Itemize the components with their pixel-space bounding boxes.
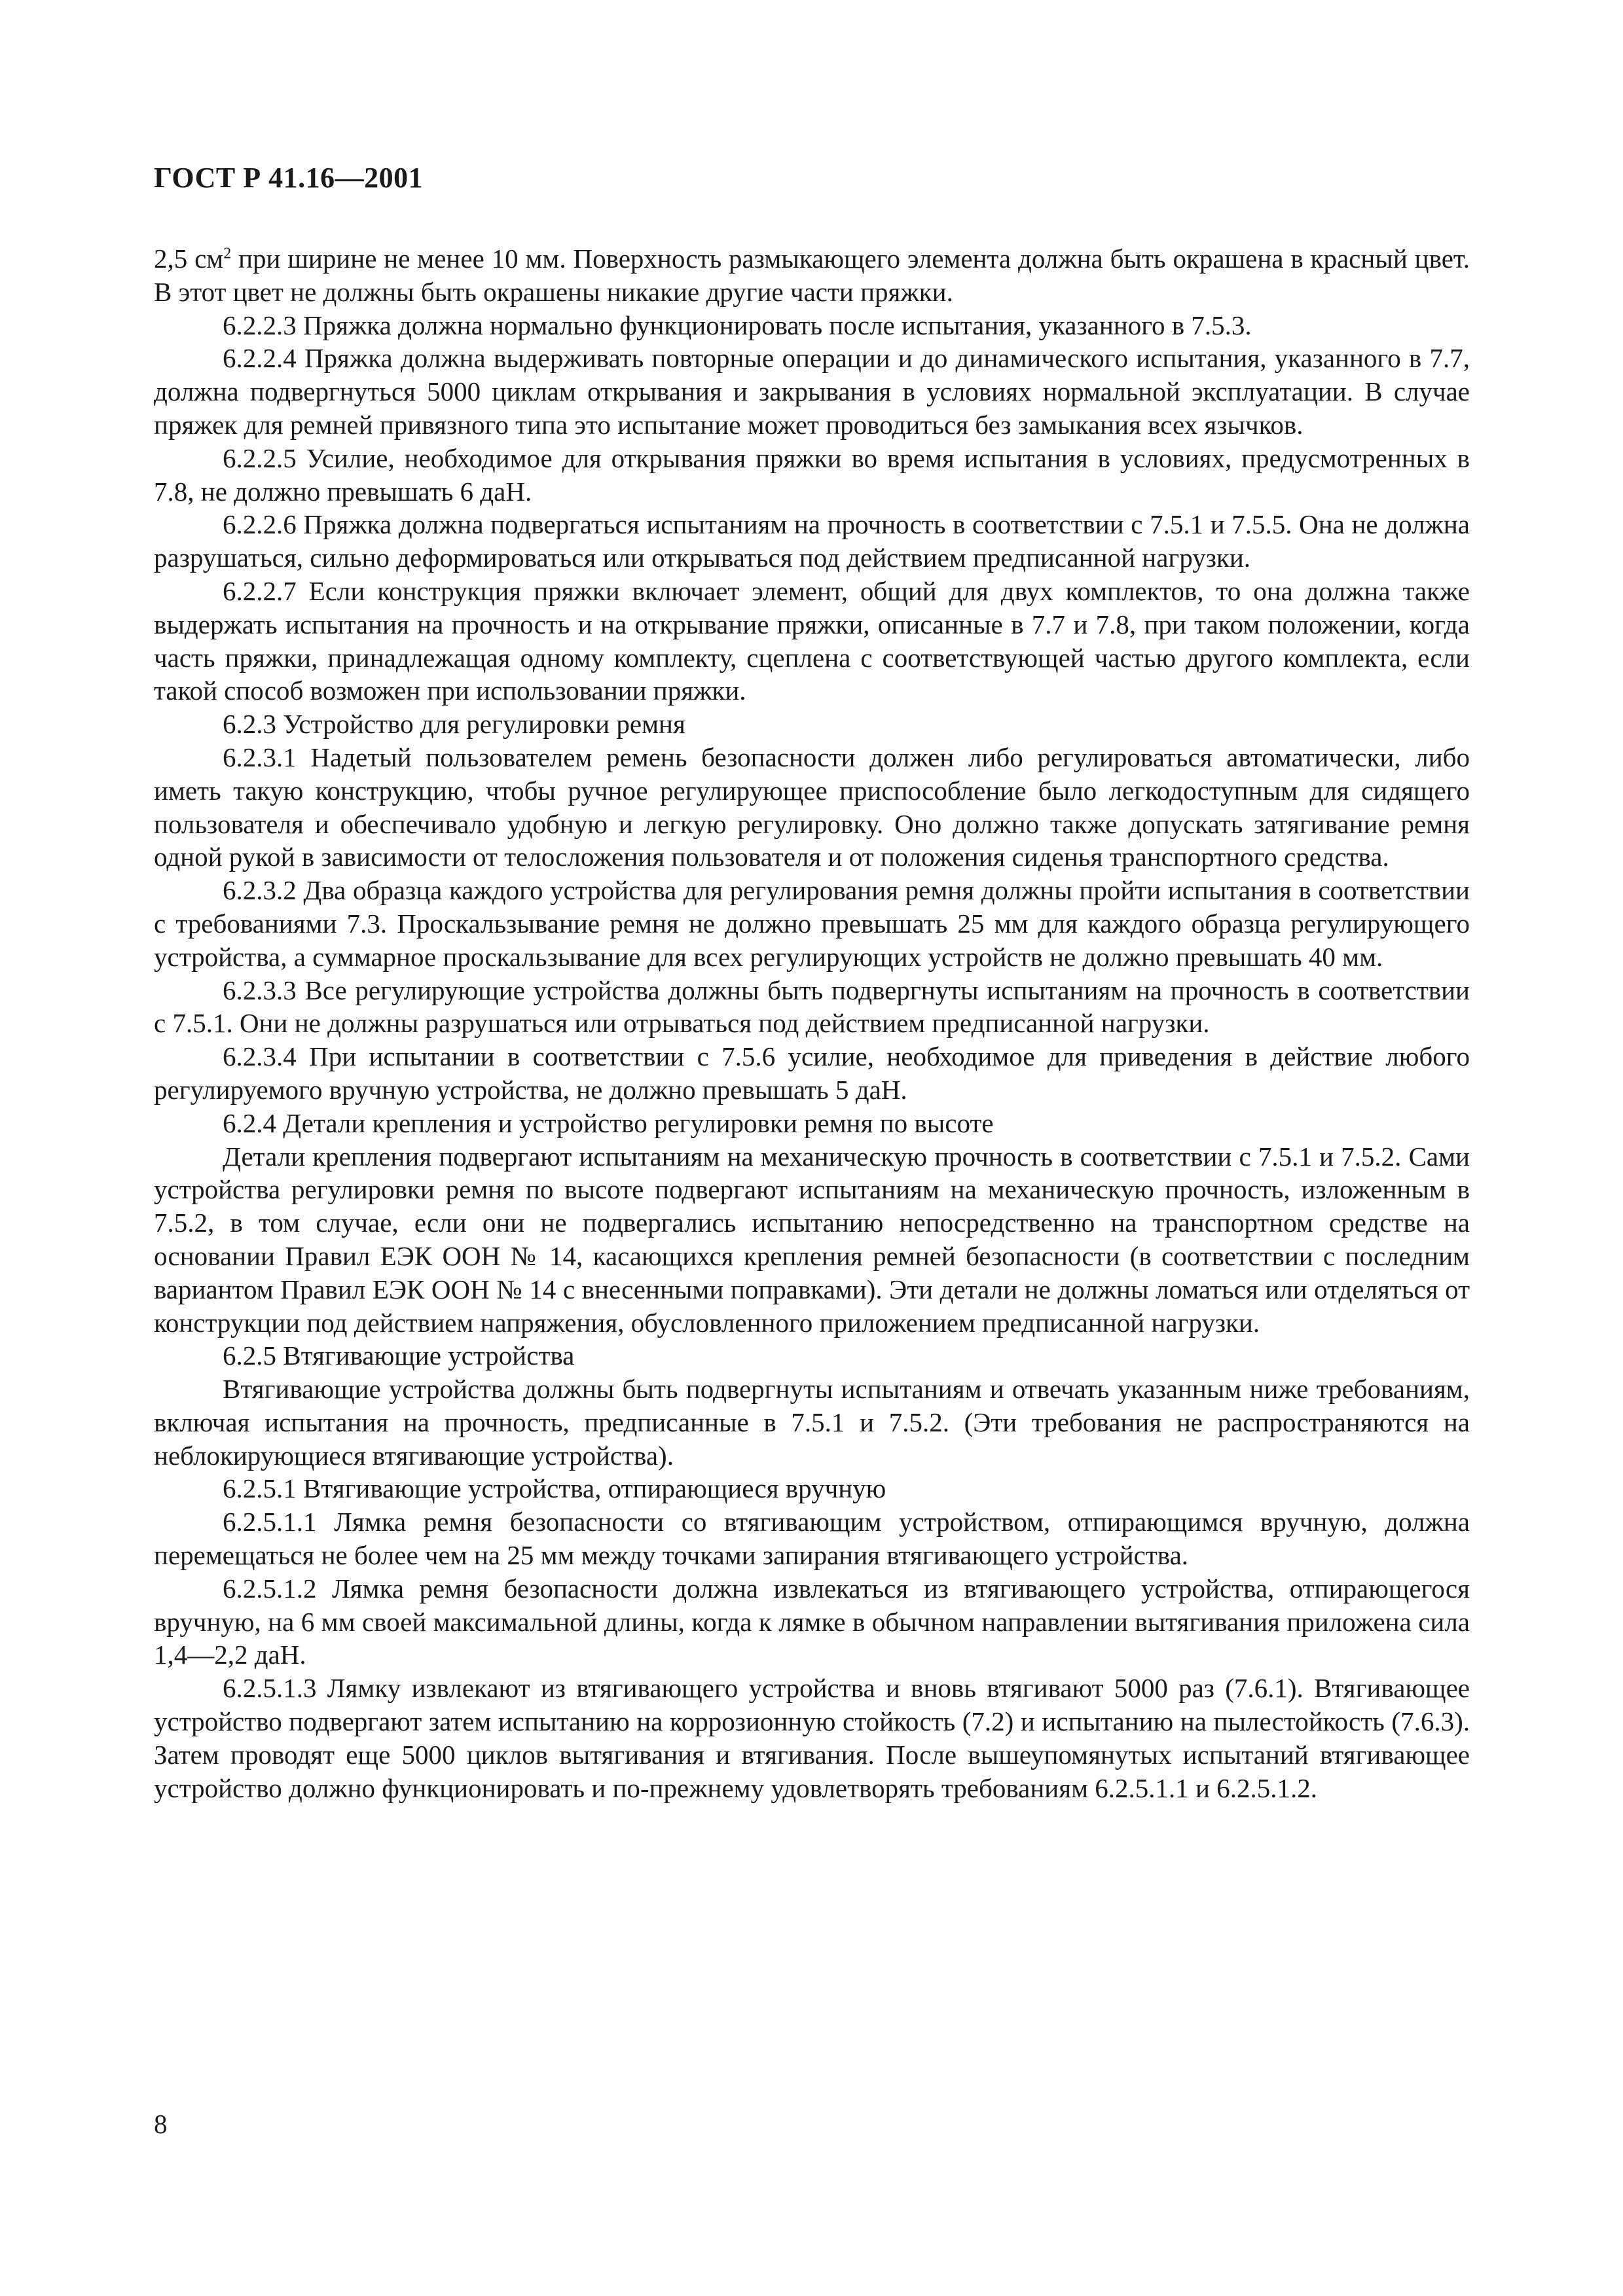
document-header: ГОСТ Р 41.16—2001 (154, 162, 424, 194)
paragraph-text-part: при ширине не менее 10 мм. Поверхность размыкающего элемента должна быть окрашена в красный цвет. В этот цвет не должны быть окрашены никакие другие части пряжки. (154, 243, 1470, 307)
section-heading-6-2-4: 6.2.4 Детали крепления и устройство регулировки ремня по высоте (223, 1107, 994, 1138)
section-heading-6-2-5: 6.2.5 Втягивающие устройства (223, 1340, 575, 1371)
paragraph-6-2-5-1-3: 6.2.5.1.3 Лямку извлекают из втягивающего устройства и вновь втягивают 5000 раз (7.6.1). Втягивающее устройство подвергают затем испытанию на коррозионную стойкость (7.2) и испытанию на пылестойкость (7.6.3). Затем проводят еще 5000 циклов вытягивания и втягивания. После вышеупомянутых испытаний втягивающее устройство должно функционировать и по-прежнему удовлетворять требованиям 6.2.5.1.1 и 6.2.5.1.2. (154, 1673, 1470, 1803)
paragraph-text-part: 2,5 см (154, 243, 224, 274)
section-heading-6-2-5-1: 6.2.5.1 Втягивающие устройства, отпирающиеся вручную (223, 1473, 886, 1504)
paragraph-6-2-3-4: 6.2.3.4 При испытании в соответствии с 7.5.6 усилие, необходимое для приведения в действие любого регулируемого вручную устройства, не должно превышать 5 даН. (154, 1041, 1470, 1105)
paragraph-6-2-2-6: 6.2.2.6 Пряжка должна подвергаться испытаниям на прочность в соответствии с 7.5.1 и 7.5.5. Она не должна разрушаться, сильно деформироваться или открываться под действием предписанной нагрузки. (154, 509, 1470, 573)
paragraph-6-2-2-4: 6.2.2.4 Пряжка должна выдерживать повторные операции и до динамического испытания, указанного в 7.7, должна подвергнуться 5000 циклам открывания и закрывания в условиях нормальной эксплуатации. В случае пряжек для ремней привязного типа это испытание может проводиться без замыкания всех язычков. (154, 343, 1470, 440)
paragraph-6-2-3-3: 6.2.3.3 Все регулирующие устройства должны быть подвергнуты испытаниям на прочность в соответствии с 7.5.1. Они не должны разрушаться или отрываться под действием предписанной нагрузки. (154, 975, 1470, 1039)
superscript: 2 (223, 245, 232, 262)
section-heading-6-2-3: 6.2.3 Устройство для регулировки ремня (223, 709, 685, 740)
paragraph-6-2-2-5: 6.2.2.5 Усилие, необходимое для открывания пряжки во время испытания в условиях, предусмотренных в 7.8, не должно превышать 6 даН. (154, 442, 1470, 507)
document-body (154, 242, 1470, 1804)
paragraph-6-2-2-7: 6.2.2.7 Если конструкция пряжки включает элемент, общий для двух комплектов, то она должна также выдержать испытания на прочность и на открывание пряжки, описанные в 7.7 и 7.8, при таком положении, когда часть пряжки, принадлежащая одному комплекту, сцеплена с соответствующей частью другого комплекта, если такой способ возможен при использовании пряжки. (154, 575, 1470, 706)
paragraph-6-2-4-body: Детали крепления подвергают испытаниям на механическую прочность в соответствии с 7.5.1 и 7.5.2. Сами устройства регулировки ремня по высоте подвергают испытаниям на механическую прочность, изложенным в 7.5.2, в том случае, если они не подвергались испытанию непосредственно на транспортном средстве на основании Правил ЕЭК ООН № 14, касающихся крепления ремней безопасности (в соответствии с последним вариантом Правил ЕЭК ООН № 14 с внесенными поправками). Эти детали не должны ломаться или отделяться от конструкции под действием напряжения, обусловленного приложением предписанной нагрузки. (154, 1141, 1470, 1338)
paragraph-continuation (154, 242, 1470, 309)
page-number: 8 (154, 2109, 168, 2139)
paragraph-6-2-5-1-1: 6.2.5.1.1 Лямка ремня безопасности со втягивающим устройством, отпирающимся вручную, должна перемещаться не более чем на 25 мм между точками запирания втягивающего устройства. (154, 1507, 1470, 1571)
paragraph-6-2-3-1: 6.2.3.1 Надетый пользователем ремень безопасности должен либо регулироваться автоматически, либо иметь такую конструкцию, чтобы ручное регулирующее приспособление было легкодоступным для сидящего пользователя и обеспечивало удобную и легкую регулировку. Оно должно также допускать затягивание ремня одной рукой в зависимости от телосложения пользователя и от положения сиденья транспортного средства. (154, 742, 1470, 872)
paragraph-6-2-3-2: 6.2.3.2 Два образца каждого устройства для регулирования ремня должны пройти испытания в соответствии с требованиями 7.3. Проскальзывание ремня не должно превышать 25 мм для каждого образца регулирующего устройства, а суммарное проскальзывание для всех регулирующих устройств не должно превышать 40 мм. (154, 875, 1470, 972)
paragraph-6-2-2-3: 6.2.2.3 Пряжка должна нормально функционировать после испытания, указанного в 7.5.3. (223, 310, 1252, 340)
paragraph-6-2-5-1-2: 6.2.5.1.2 Лямка ремня безопасности должна извлекаться из втягивающего устройства, отпирающегося вручную, на 6 мм своей максимальной длины, когда к лямке в обычном направлении вытягивания приложена сила 1,4—2,2 даН. (154, 1573, 1470, 1670)
paragraph-6-2-5-body: Втягивающие устройства должны быть подвергнуты испытаниям и отвечать указанным ниже требованиям, включая испытания на прочность, предписанные в 7.5.1 и 7.5.2. (Эти требования не распространяются на неблокирующиеся втягивающие устройства). (154, 1374, 1470, 1471)
